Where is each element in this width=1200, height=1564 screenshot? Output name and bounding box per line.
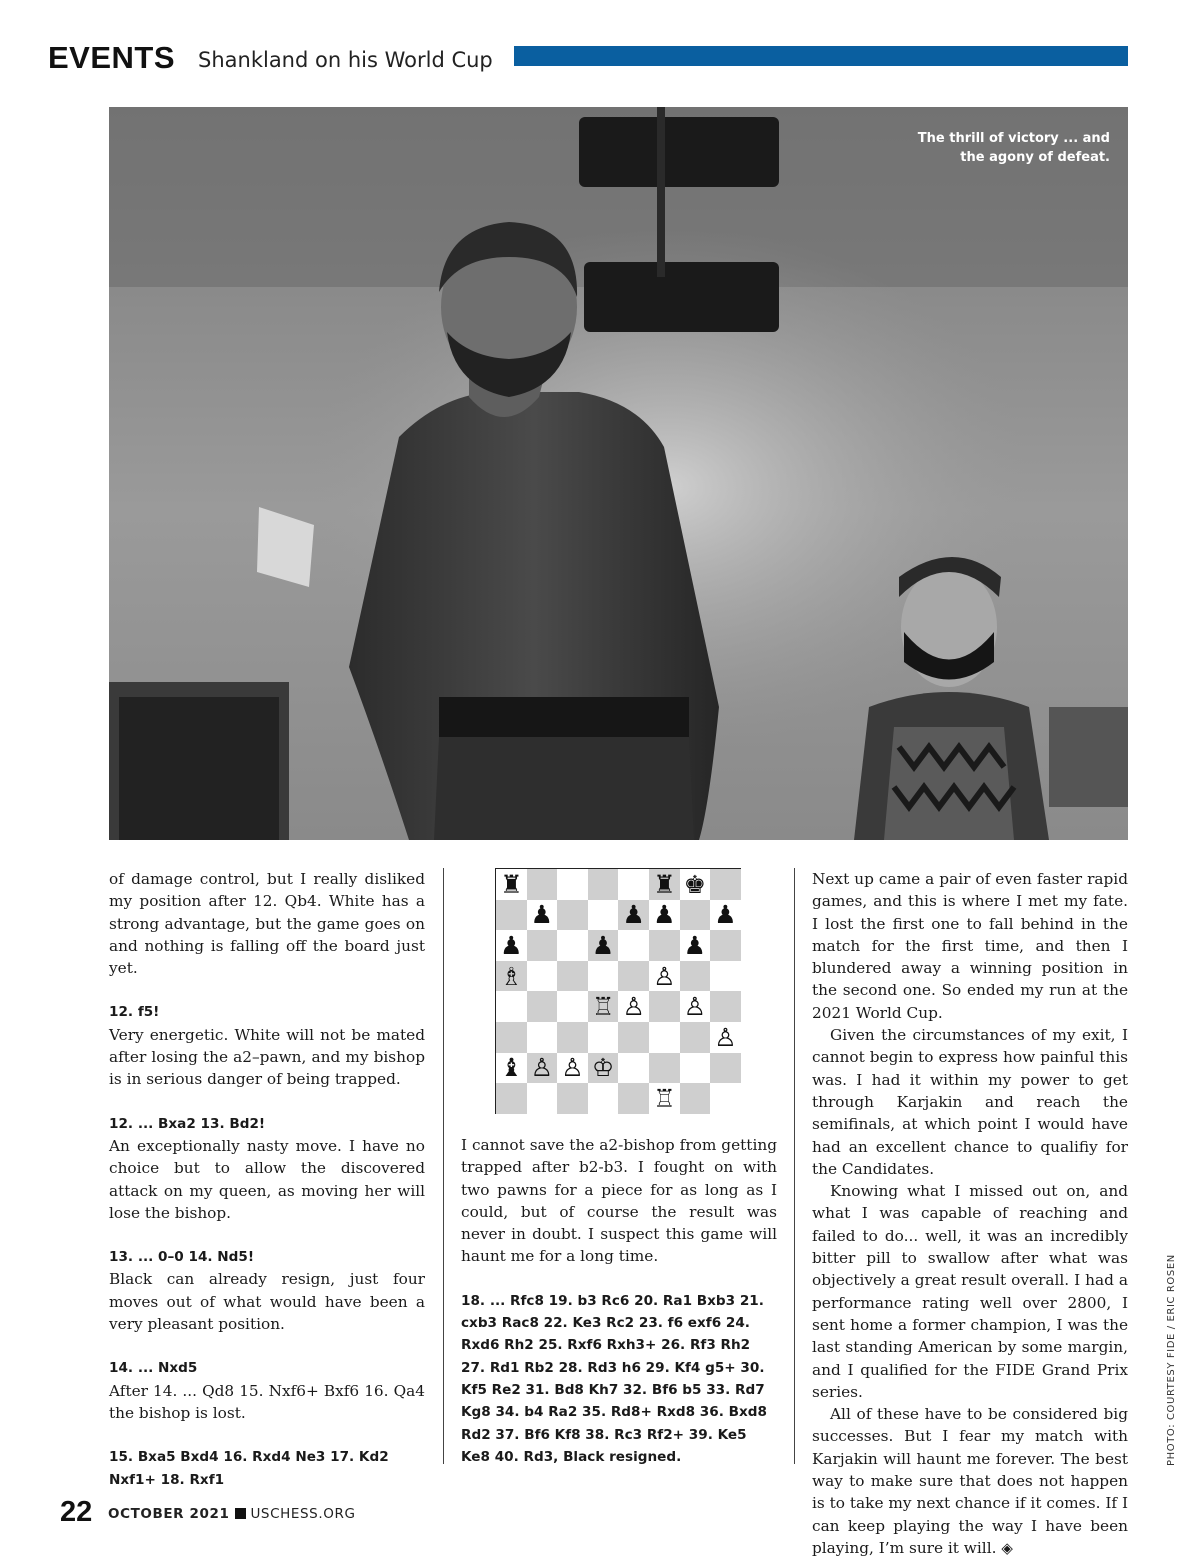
body-paragraph: I cannot save the a2-bishop from getting trapped after b2-b3. I fought on with two pawns for a piece for as long as I could, but of course the result was never in doubt. I suspect this game will haunt me for a long time. xyxy=(461,1136,777,1266)
board-square-e1 xyxy=(618,1083,649,1114)
board-square-b5 xyxy=(527,961,558,992)
site-url: USCHESS.ORG xyxy=(250,1506,356,1522)
board-square-g3 xyxy=(680,1022,711,1053)
board-square-e4 xyxy=(618,991,649,1022)
body-paragraph xyxy=(812,1403,1128,1559)
board-square-b8 xyxy=(527,869,558,900)
chess-piece-icon: ♙ xyxy=(561,1053,584,1083)
board-square-c1 xyxy=(557,1083,588,1114)
board-square-b7 xyxy=(527,900,558,931)
board-square-f4 xyxy=(649,991,680,1022)
board-square-g8 xyxy=(680,869,711,900)
body-paragraph: of damage control, but I really disliked my position after 12. Qb4. White has a strong advantage, but the game goes on and nothing is falling off the board just yet. xyxy=(109,870,425,978)
body-paragraph: An exceptionally nasty move. I have no choice but to allow the discovered attack on my queen, as moving her will lose the bishop. xyxy=(109,1136,425,1222)
board-square-a5 xyxy=(496,961,527,992)
board-square-g2 xyxy=(680,1053,711,1084)
board-square-c5 xyxy=(557,961,588,992)
board-square-e3 xyxy=(618,1022,649,1053)
header-rule xyxy=(514,46,1128,66)
text-column-3 xyxy=(812,868,1128,1559)
board-square-d1 xyxy=(588,1083,619,1114)
board-square-g5 xyxy=(680,961,711,992)
board-square-c8 xyxy=(557,869,588,900)
chess-piece-icon: ♝ xyxy=(500,1053,523,1083)
square-separator-icon xyxy=(235,1508,246,1519)
board-square-d7 xyxy=(588,900,619,931)
board-square-a2 xyxy=(496,1053,527,1084)
board-square-e6 xyxy=(618,930,649,961)
chess-piece-icon: ♟ xyxy=(591,930,615,960)
body-paragraph: After 14. ... Qd8 15. Nxf6+ Bxf6 16. Qa4 the bishop is lost. xyxy=(109,1381,425,1422)
board-square-d8 xyxy=(588,869,619,900)
chess-piece-icon: ♜ xyxy=(500,869,523,899)
chess-piece-icon: ♟ xyxy=(653,900,676,930)
board-square-b6 xyxy=(527,930,558,961)
chess-piece-icon: ♔ xyxy=(591,1053,615,1083)
chess-piece-icon: ♖ xyxy=(653,1083,676,1113)
board-square-h7 xyxy=(710,900,741,931)
board-square-g7 xyxy=(680,900,711,931)
board-square-b1 xyxy=(527,1083,558,1114)
body-paragraph: Given the circumstances of my exit, I cannot begin to express how painful this was. I had it within my power to get through Karjakin and reach the semifinals, at which point I would have had an excellent chance to qualifiy for the Candidates. xyxy=(812,1026,1128,1178)
caption-line: The thrill of victory ... and xyxy=(917,131,1110,146)
board-square-h5 xyxy=(710,961,741,992)
board-square-c7 xyxy=(557,900,588,931)
board-square-a1 xyxy=(496,1083,527,1114)
board-square-g4 xyxy=(680,991,711,1022)
board-square-a8 xyxy=(496,869,527,900)
chess-piece-icon: ♟ xyxy=(622,900,645,930)
board-square-f5 xyxy=(649,961,680,992)
board-square-a6 xyxy=(496,930,527,961)
article-title: Shankland on his World Cup xyxy=(198,48,493,72)
footer-info xyxy=(108,1506,356,1522)
chess-piece-icon: ♗ xyxy=(500,961,523,991)
text-column-2 xyxy=(461,1134,777,1468)
column-divider xyxy=(794,868,795,1464)
photo-credit: PHOTO: COURTESY FIDE / ERIC ROSEN xyxy=(1166,1254,1177,1466)
issue-date: OCTOBER 2021 xyxy=(108,1506,230,1522)
board-square-d2 xyxy=(588,1053,619,1084)
board-square-c2 xyxy=(557,1053,588,1084)
board-square-h6 xyxy=(710,930,741,961)
chess-piece-icon: ♙ xyxy=(622,992,645,1022)
board-square-f6 xyxy=(649,930,680,961)
chess-piece-icon: ♙ xyxy=(530,1053,554,1083)
board-square-e7 xyxy=(618,900,649,931)
chess-piece-icon: ♟ xyxy=(683,930,707,960)
move-notation: 12. f5! xyxy=(109,1004,160,1021)
board-square-f2 xyxy=(649,1053,680,1084)
board-square-f3 xyxy=(649,1022,680,1053)
chess-piece-icon: ♙ xyxy=(714,1022,737,1052)
board-square-e2 xyxy=(618,1053,649,1084)
page-number: 22 xyxy=(60,1496,93,1528)
board-square-c3 xyxy=(557,1022,588,1053)
board-square-h3 xyxy=(710,1022,741,1053)
column-divider xyxy=(443,868,444,1464)
move-notation: 14. ... Nxd5 xyxy=(109,1360,198,1377)
body-paragraph: Next up came a pair of even faster rapid games, and this is where I met my fate. I lost the first one to fall behind in the match for the first time, and then I blundered away a winning position in the second one. So ended my run at the 2021 World Cup. xyxy=(812,870,1128,1022)
board-square-d4 xyxy=(588,991,619,1022)
body-paragraph: Very energetic. White will not be mated after losing the a2–pawn, and my bishop is in serious danger of being trapped. xyxy=(109,1025,425,1089)
photo-caption xyxy=(870,129,1110,167)
closing-text: All of these have to be considered big successes. But I fear my match with Karjakin will haunt me forever. The best way to make sure that does not happen is to take my next chance if it comes. If I can keep playing the way I have been playing, I’m sure it will. xyxy=(812,1405,1128,1557)
board-square-e5 xyxy=(618,961,649,992)
board-square-d6 xyxy=(588,930,619,961)
board-square-h2 xyxy=(710,1053,741,1084)
chess-piece-icon: ♖ xyxy=(591,992,615,1022)
board-square-d3 xyxy=(588,1022,619,1053)
end-mark-icon: ◈ xyxy=(1001,1538,1013,1557)
board-square-b3 xyxy=(527,1022,558,1053)
body-paragraph: Black can already resign, just four moves out of what would have been a very pleasant position. xyxy=(109,1270,425,1334)
board-square-a3 xyxy=(496,1022,527,1053)
board-square-b4 xyxy=(527,991,558,1022)
chess-diagram xyxy=(495,868,741,1114)
chess-piece-icon: ♚ xyxy=(683,869,707,899)
move-notation: 15. Bxa5 Bxd4 16. Rxd4 Ne3 17. Kd2 Nxf1+ 18. Rxf1 xyxy=(109,1449,389,1488)
section-label: EVENTS xyxy=(48,40,176,75)
chess-piece-icon: ♙ xyxy=(653,961,676,991)
chess-piece-icon: ♟ xyxy=(500,930,523,960)
board-square-a7 xyxy=(496,900,527,931)
move-notation: 18. ... Rfc8 19. b3 Rc6 20. Ra1 Bxb3 21. cxb3 Rac8 22. Ke3 Rc2 23. f6 exf6 24. Rxd6 Rh2 25. Rxf6 Rxh3+ 26. Rf3 Rh2 27. Rd1 Rb2 28. Rd3 h6 29. Kf4 g5+ 30. Kf5 Re2 31. Bd8 Kh7 32. Bf6 b5 33. Rd7 Kg8 34. b4 Ra2 35. Rd8+ Rxd8 36. Bxd8 Rd2 37. Bf6 Kf8 38. Rc3 Rf2+ 39. Ke5 Ke8 40. Rd3, Black resigned. xyxy=(461,1292,767,1465)
page-footer xyxy=(60,1494,660,1534)
board-square-h8 xyxy=(710,869,741,900)
board-square-a4 xyxy=(496,991,527,1022)
move-notation: 12. ... Bxa2 13. Bd2! xyxy=(109,1115,266,1132)
board-square-c4 xyxy=(557,991,588,1022)
board-square-h1 xyxy=(710,1083,741,1114)
board-square-g1 xyxy=(680,1083,711,1114)
board-square-f1 xyxy=(649,1083,680,1114)
page-header xyxy=(48,40,1128,80)
board-square-d5 xyxy=(588,961,619,992)
board-square-g6 xyxy=(680,930,711,961)
board-square-b2 xyxy=(527,1053,558,1084)
chess-piece-icon: ♟ xyxy=(714,900,737,930)
chess-piece-icon: ♜ xyxy=(653,869,676,899)
chess-piece-icon: ♟ xyxy=(530,900,554,930)
board-square-f8 xyxy=(649,869,680,900)
body-paragraph: Knowing what I missed out on, and what I was capable of reaching and failed to do... well, it was an incredibly bitter pill to swallow after what was objectively a great result overall. I had a performance rating well over 2800, I sent home a former champion, I was the last standing American by some margin, and I qualified for the FIDE Grand Prix series. xyxy=(812,1182,1128,1401)
move-notation: 13. ... 0–0 14. Nd5! xyxy=(109,1249,255,1266)
board-square-c6 xyxy=(557,930,588,961)
caption-line: the agony of defeat. xyxy=(960,150,1110,165)
text-column-1 xyxy=(109,868,425,1491)
feature-photo xyxy=(109,107,1128,840)
photo-illustration xyxy=(109,107,1128,840)
chess-piece-icon: ♙ xyxy=(683,992,707,1022)
board-square-h4 xyxy=(710,991,741,1022)
board-square-e8 xyxy=(618,869,649,900)
board-square-f7 xyxy=(649,900,680,931)
